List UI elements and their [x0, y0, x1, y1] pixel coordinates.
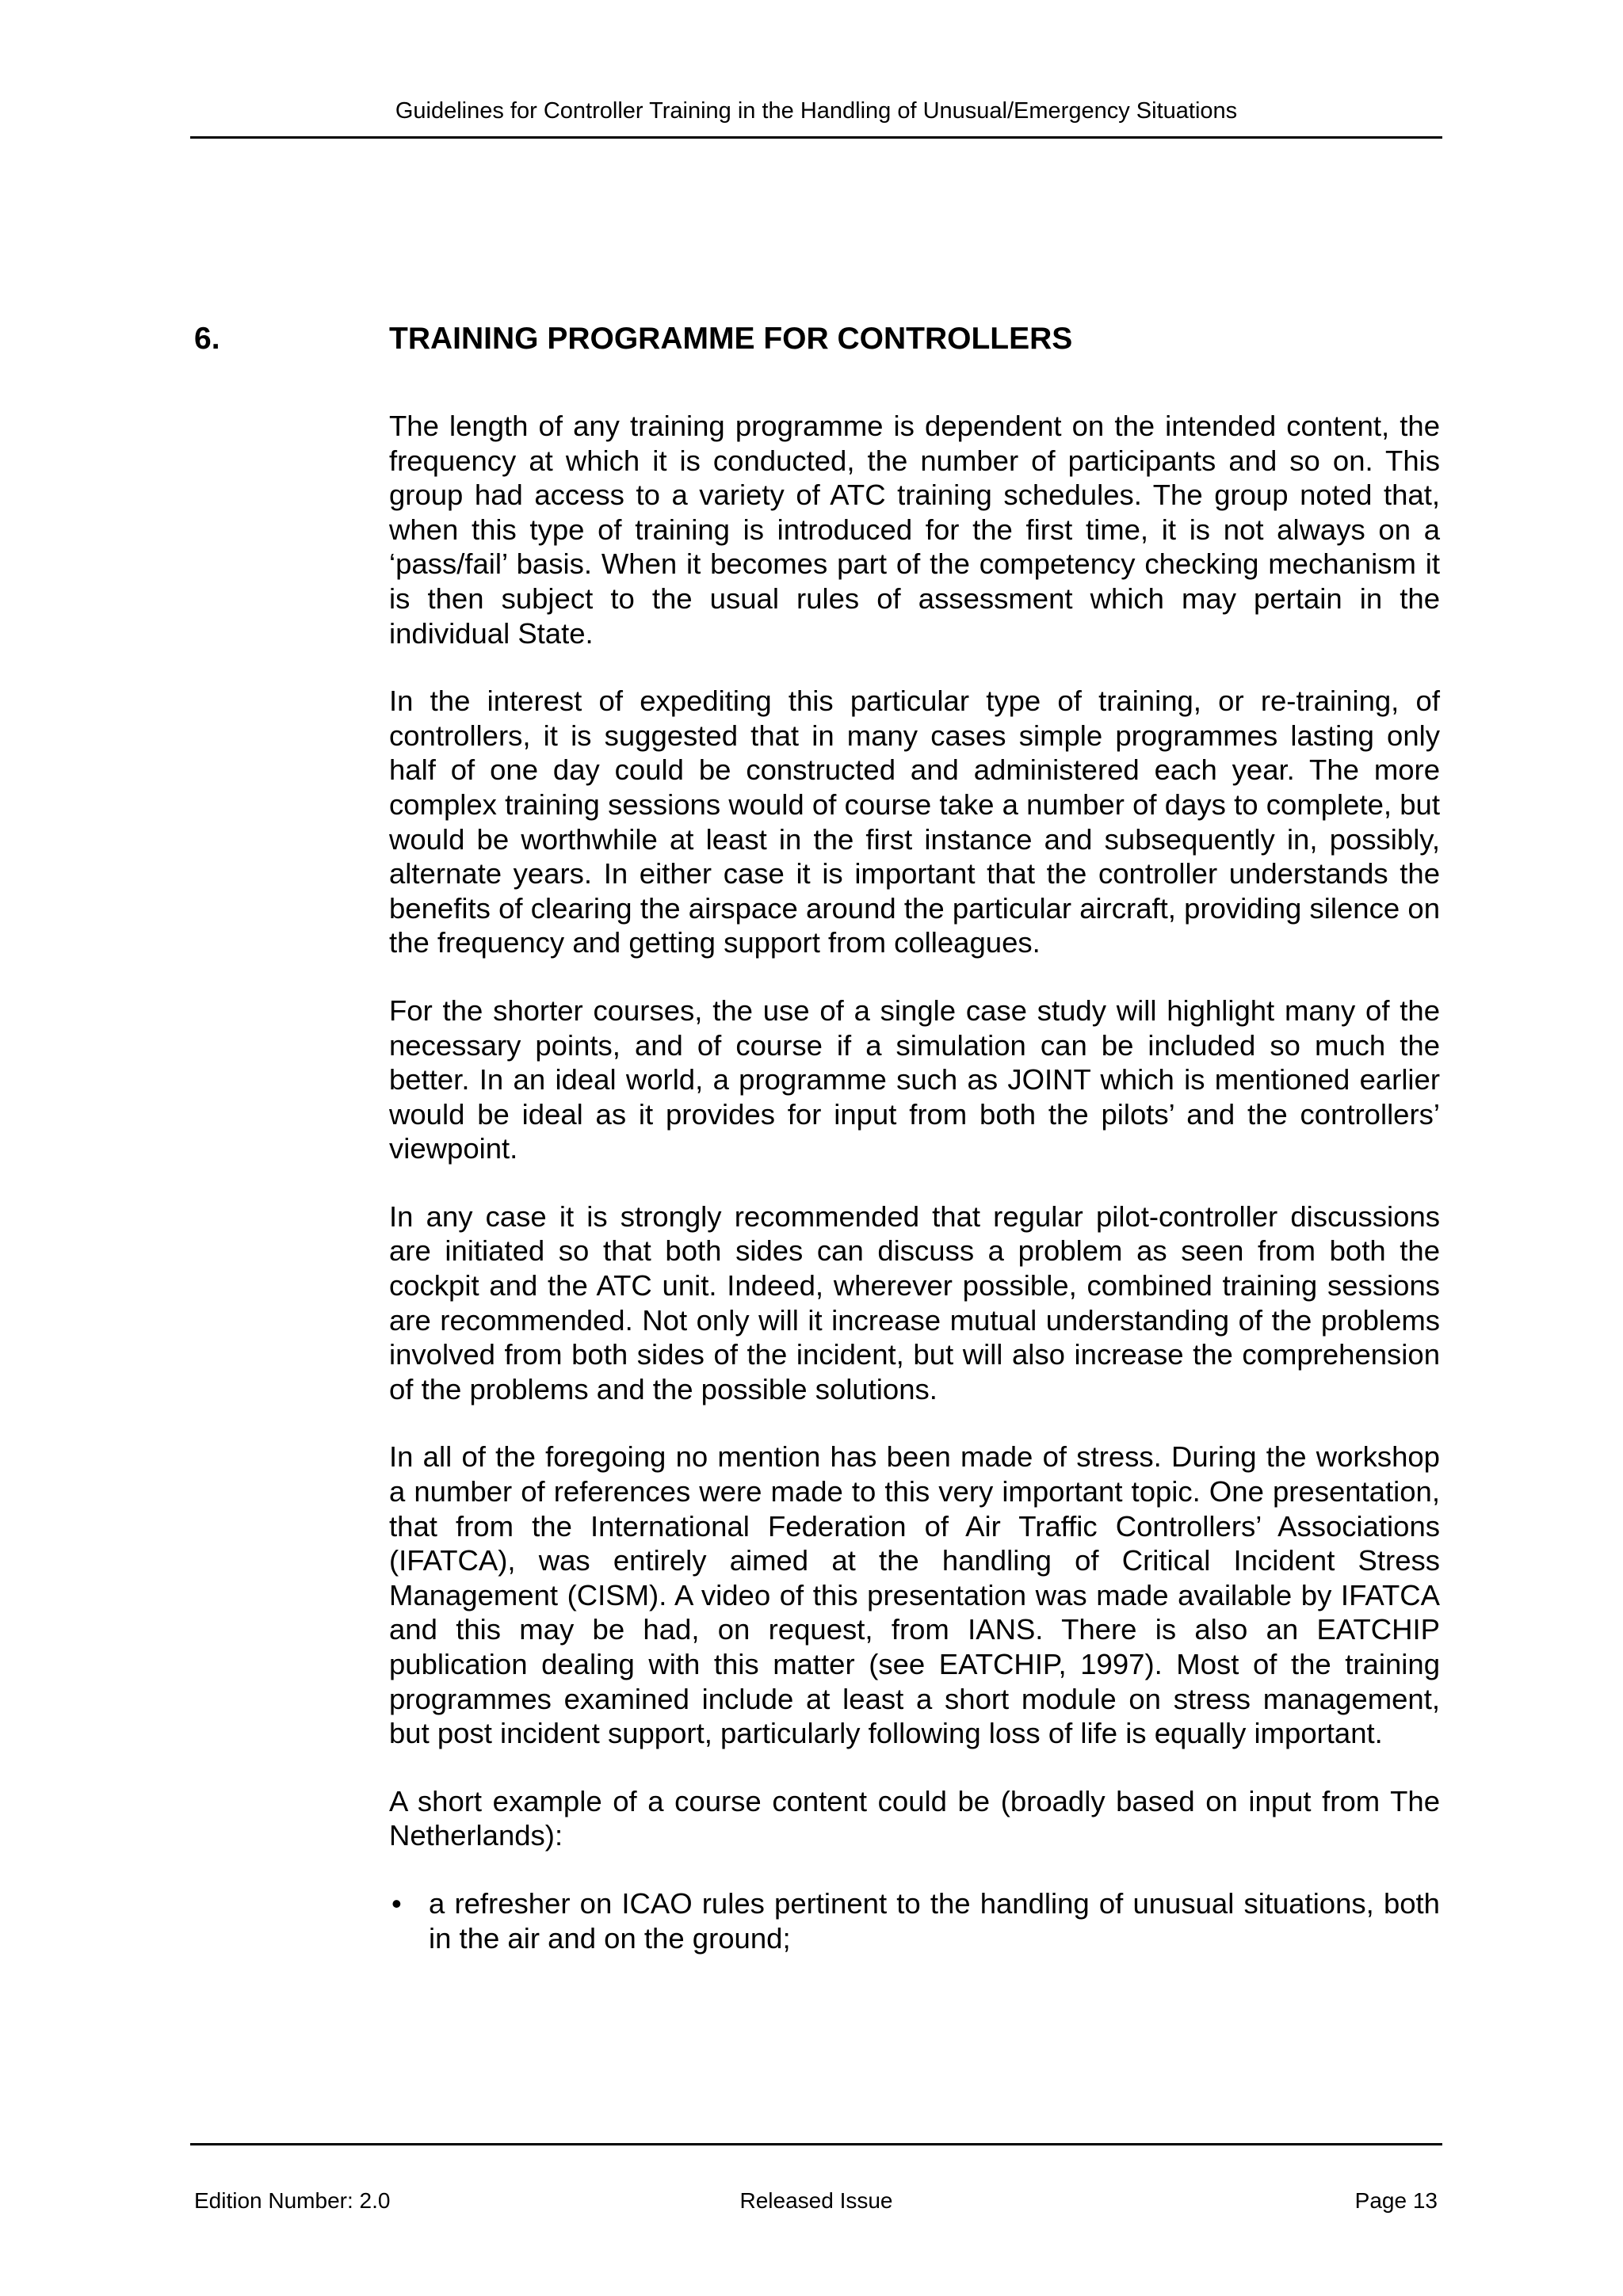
- section-number: 6.: [194, 322, 220, 356]
- paragraph: In the interest of expediting this particular type of training, or re-training, of controllers, it is suggested that in many cases simple programmes lasting only half of one day could be constructed and administered each year. The more complex training sessions would of course take a number of days to complete, but would be worthwhile at least in the first instance and subsequently in, possibly, alternate years. In either case it is important that the controller understands the benefits of clearing the airspace around the particular aircraft, providing silence on the frequency and getting support from colleagues.: [389, 685, 1440, 959]
- paragraph: A short example of a course content could be (broadly based on input from The Netherlands):: [389, 1784, 1440, 1852]
- bullet-icon: •: [391, 1886, 402, 1920]
- bullet-list: [389, 1886, 1440, 1955]
- release-status: Released Issue: [739, 2188, 893, 2213]
- body-text: [389, 409, 1440, 1955]
- page-number: Page 13: [1354, 2188, 1438, 2213]
- list-item: [389, 1886, 1440, 1955]
- edition-number: Edition Number: 2.0: [194, 2188, 391, 2213]
- list-item-text: a refresher on ICAO rules pertinent to the handling of unusual situations, both in the air and on the ground;: [429, 1886, 1440, 1955]
- paragraph: In all of the foregoing no mention has been made of stress. During the workshop a number of references were made to this very important topic. One presentation, that from the International Federation of Air Traffic Controllers’ Associations (IFATCA), was entirely aimed at the handling of Critical Incident Stress Management (CISM). A video of this presentation was made available by IFATCA and this may be had, on request, from IANS. There is also an EATCHIP publication dealing with this matter (see EATCHIP, 1997). Most of the training programmes examined include at least a short module on stress management, but post incident support, particularly following loss of life is equally important.: [389, 1440, 1440, 1750]
- header-rule: [190, 136, 1442, 139]
- paragraph: The length of any training programme is dependent on the intended content, the frequency at which it is conducted, the number of participants and so on. This group had access to a variety of ATC training schedules. The group noted that, when this type of training is introduced for the first time, it is not always on a ‘pass/fail’ basis. When it becomes part of the competency checking mechanism it is then subject to the usual rules of assessment which may pertain in the individual State.: [389, 410, 1440, 650]
- paragraph: In any case it is strongly recommended that regular pilot-controller discussions are initiated so that both sides can discuss a problem as seen from both the cockpit and the ATC unit. Indeed, wherever possible, combined training sessions are recommended. Not only will it increase mutual understanding of the problems involved from both sides of the incident, but will also increase the comprehension of the problems and the possible solutions.: [389, 1199, 1440, 1405]
- footer-rule: [190, 2143, 1442, 2145]
- running-header: Guidelines for Controller Training in the Handling of Unusual/Emergency Situations: [395, 98, 1238, 124]
- paragraph: For the shorter courses, the use of a single case study will highlight many of the necessary points, and of course if a simulation can be included so much the better. In an ideal world, a programme such as JOINT which is mentioned earlier would be ideal as it provides for input from both the pilots’ and the controllers’ viewpoint.: [389, 994, 1440, 1165]
- section-title: TRAINING PROGRAMME FOR CONTROLLERS: [389, 322, 1073, 356]
